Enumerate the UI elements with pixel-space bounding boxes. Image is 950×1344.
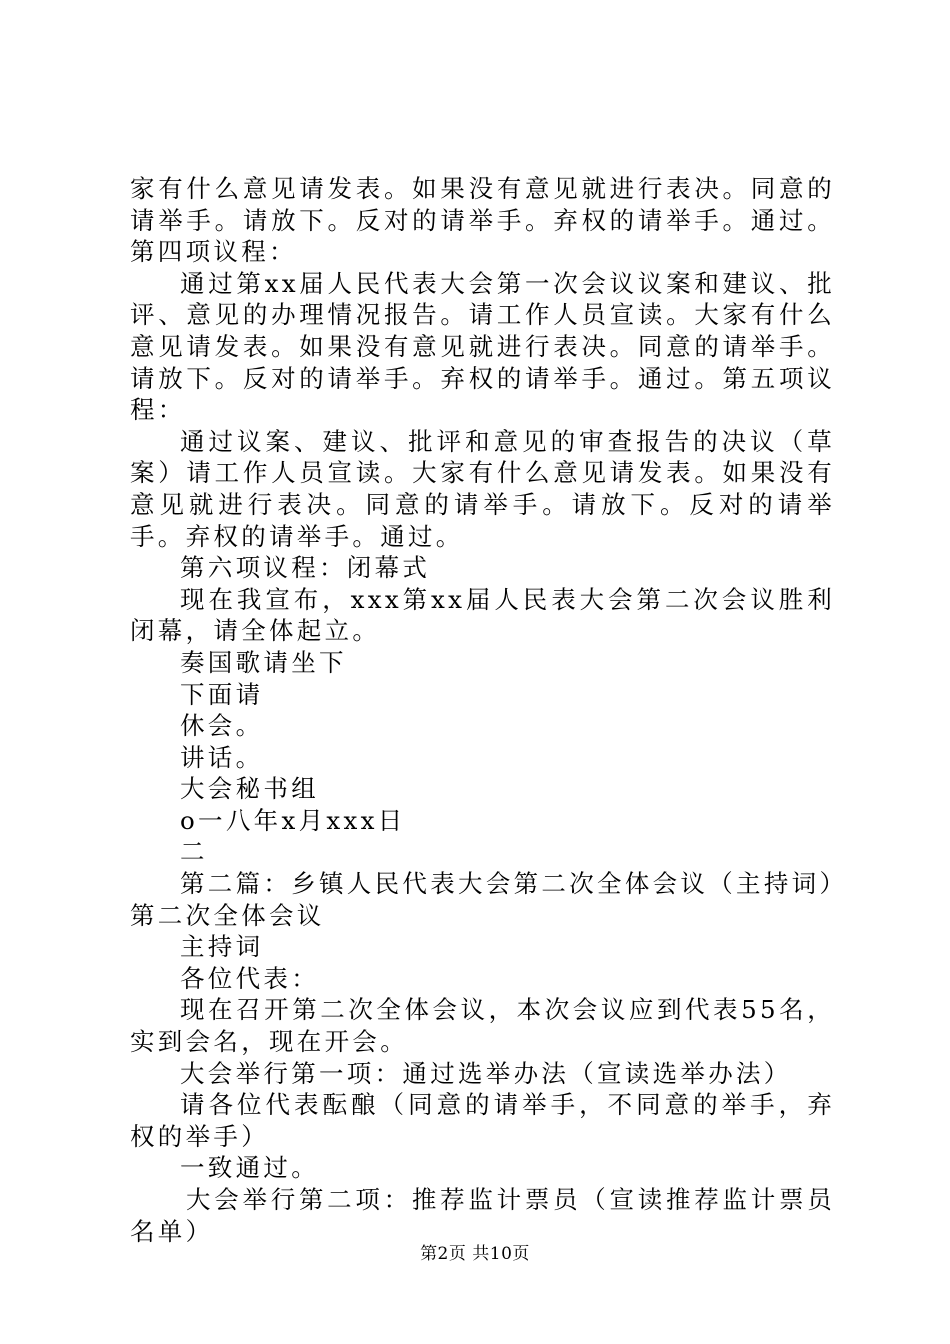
- paragraph-agenda-item-6-title: 第六项议程：闭幕式: [180, 553, 431, 583]
- paragraph-chapter-title: 第二篇：乡镇人民代表大会第二次全体会议（主持词）第二次全体会议: [130, 869, 835, 930]
- paragraph-unanimous: 一致通过。: [180, 1153, 319, 1183]
- paragraph-agenda-item-4: 通过第xx届人民代表大会第一次会议议案和建议、批评、意见的办理情况报告。请工作人员宣读。大家有什么意见请发表。如果没有意见就进行表决。同意的请举手。请放下。反对的请举手。弃权的请举手。通过。第五项议程：: [130, 268, 835, 425]
- paragraph-deliberation: 请各位代表酝酿（同意的请举手，不同意的举手，弃权的举手）: [130, 1090, 835, 1151]
- paragraph-adjourn: 休会。: [180, 711, 264, 741]
- paragraph-opening: 现在召开第二次全体会议，本次会议应到代表55名，实到会名，现在开会。: [130, 995, 835, 1057]
- paragraph-agenda-item-5: 通过议案、建议、批评和意见的审查报告的决议（草案）请工作人员宣读。大家有什么意见请发表。如果没有意见就进行表决。同意的请举手。请放下。反对的请举手。弃权的请举手。通过。: [130, 426, 835, 551]
- paragraph-anthem: 奏国歌请坐下: [180, 647, 347, 677]
- page-number-footer: 第2页 共10页: [420, 1244, 530, 1264]
- paragraph-continuation: 家有什么意见请发表。如果没有意见就进行表决。同意的请举手。请放下。反对的请举手。弃权的请举手。通过。第四项议程：: [130, 174, 835, 267]
- paragraph-section-mark: 二: [180, 837, 208, 867]
- paragraph-item-2: 大会举行第二项：推荐监计票员（宣读推荐监计票员名单）: [130, 1185, 835, 1246]
- paragraph-closing-announcement: 现在我宣布，xxx第xx届人民表大会第二次会议胜利闭幕，请全体起立。: [130, 584, 835, 646]
- paragraph-secretariat: 大会秘书组: [180, 774, 319, 804]
- paragraph-date: o一八年x月xxx日: [180, 805, 406, 835]
- document-body: [130, 173, 835, 1247]
- paragraph-item-1: 大会举行第一项：通过选举办法（宣读选举办法）: [180, 1058, 792, 1088]
- paragraph-next-speaker: 下面请: [180, 679, 264, 709]
- paragraph-salutation: 各位代表：: [180, 963, 319, 993]
- paragraph-host-script: 主持词: [180, 932, 264, 962]
- paragraph-speech: 讲话。: [180, 742, 264, 772]
